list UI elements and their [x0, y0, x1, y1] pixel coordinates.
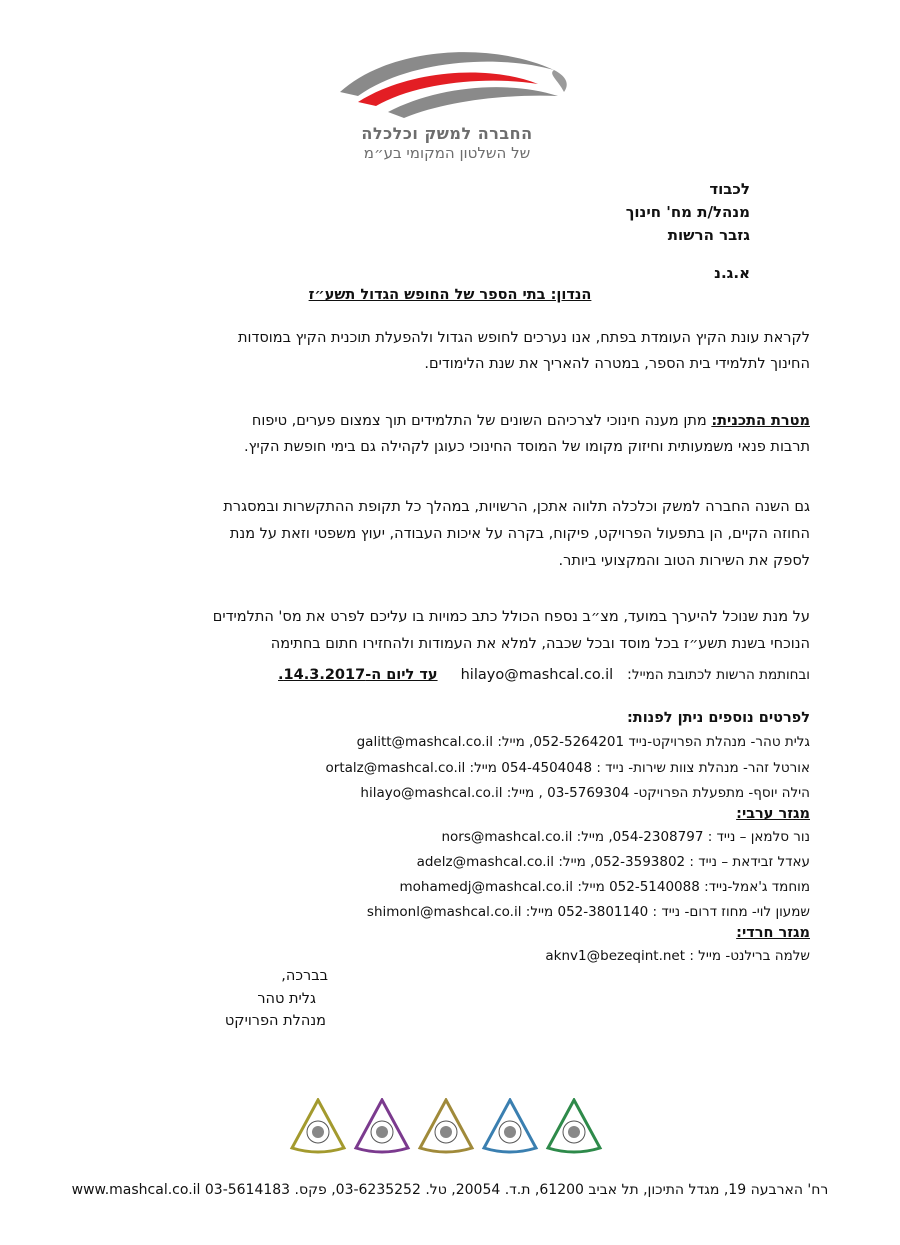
logo-swoosh-icon [318, 40, 576, 125]
company-logo [318, 40, 576, 162]
contact-row [326, 760, 810, 776]
contact-text: הילה יוסף- מתפעלת הפרויקט- 03-5769304 , מייל: [506, 785, 810, 801]
paragraph-line [70, 410, 810, 433]
contact-email-link[interactable]: mohamedj@mashcal.co.il [399, 879, 574, 895]
paragraph-line: ובחותמת הרשות לכתובת המייל: hilayo@mashcal.co.il עד ליום ה-14.3.2017. [278, 667, 810, 683]
paragraph-line: לספק את השירות הטוב והמקצועי ביותר. [558, 553, 810, 569]
greeting: א.ג.נ [714, 264, 750, 282]
signature-title: מנהלת הפרויקט [224, 1013, 326, 1029]
contact-row [357, 734, 810, 750]
address-line-3: גזבר הרשות [667, 226, 750, 244]
paragraph-line: החוזה הקיים, הן בתפעול הפרויקט, פיקוח, בקרה על איכות העבודה, יעוץ משפטי וזאת על מנת [229, 526, 810, 542]
request-text: ובחותמת הרשות לכתובת המייל [631, 667, 810, 683]
standards-badge [356, 1100, 408, 1152]
contact-text: נור סלמאן – נייד : 054-2308797, מייל: [576, 829, 810, 845]
contact-row [441, 829, 810, 845]
deadline-text: עד ליום ה-14.3.2017. [278, 667, 438, 683]
contact-email-link[interactable]: hilayo@mashcal.co.il [360, 785, 503, 801]
contact-text: שמעון לוי- מחוז דרום- נייד : 052-3801140 מייל: [525, 904, 810, 920]
contact-text: אורטל זהר- מנהלת צוות שירות- נייד : 054-4504048 מייל: [469, 760, 810, 776]
standards-badge-icon [288, 1098, 618, 1158]
address-line-2: מנהל/ת מח' חינוך [625, 203, 750, 221]
signature-name: גלית טהר [257, 991, 316, 1007]
address-line-1: לכבוד [709, 180, 750, 198]
contact-row [360, 785, 810, 801]
paragraph-line: תרבות פנאי משמעותית וחיזוק מקומו של המוסד החינוכי כעוגן לקהילה גם בימי חופשת הקיץ. [244, 439, 810, 455]
contact-row [367, 904, 810, 920]
goal-label: מטרת התכנית: [711, 413, 810, 429]
contact-text: גלית טהר- מנהלת הפרויקט-נייד 052-5264201, מייל: [497, 734, 810, 750]
paragraph-line: גם השנה החברה למשק וכלכלה תלווה אתכן, הרשויות, במהלך כל תקופת ההתקשרות ובמסגרת [223, 499, 810, 515]
signature-closing: בברכה, [281, 968, 328, 984]
contact-email-link[interactable]: galitt@mashcal.co.il [356, 734, 494, 750]
contact-text: שלמה ברילנט- מייל : [689, 948, 810, 964]
goal-text: מתן מענה חינוכי לצרכיהם השונים של התלמידים תוך צמצום פערים, טיפוח [251, 413, 712, 429]
contact-row [417, 854, 810, 870]
contact-email-link[interactable]: aknv1@bezeqint.net [545, 948, 686, 964]
paragraph-goal [70, 410, 810, 459]
contact-text: עאדל זבידאת – נייד : 052-3593802, מייל: [558, 854, 810, 870]
logo-line-2: של השלטון המקומי בע״מ [363, 144, 531, 162]
contact-email-link[interactable]: nors@mashcal.co.il [441, 829, 573, 845]
paragraph-line: החינוך לתלמידי בית הספר, במטרה להאריך את שנת הלימודים. [424, 356, 810, 372]
footer-address: רח' הארבעה 19, מגדל התיכון, תל אביב 61200, ת.ד. 20054, טל. 03-6235252, פקס. 03-5614183 www.mashcal.co.il [71, 1182, 829, 1198]
standards-badge [292, 1100, 344, 1152]
contact-email-link[interactable]: adelz@mashcal.co.il [416, 854, 555, 870]
paragraph-support [70, 496, 810, 573]
arab-sector-heading: מגזר ערבי: [736, 806, 810, 822]
paragraph-line: לקראת עונת הקיץ העומדת בפתח, אנו נערכים לחופש הגדול ולהפעלת תוכנית הקיץ במוסדות [238, 330, 810, 346]
standards-badge [420, 1100, 472, 1152]
paragraph-line: על מנת שנוכל להיערך במועד, מצ״ב נספח הכולל כתב כמויות בו עליכם לפרט את מס' התלמידים [212, 609, 810, 625]
standards-badge [484, 1100, 536, 1152]
contact-row [400, 879, 810, 895]
paragraph-request [70, 606, 810, 687]
haredi-sector-heading: מגזר חרדי: [736, 925, 810, 941]
paragraph-intro [70, 327, 810, 376]
certification-badges [288, 1098, 618, 1158]
logo-line-1: החברה למשק וכלכלה [361, 124, 533, 143]
contact-row [545, 948, 810, 964]
contact-text: מוחמד ג'אמל-נייד: 052-5140088 מייל: [577, 879, 810, 895]
contact-email-link[interactable]: ortalz@mashcal.co.il [325, 760, 466, 776]
contacts-heading: לפרטים נוספים ניתן לפנות: [627, 710, 810, 726]
request-email-link[interactable]: hilayo@mashcal.co.il [460, 667, 614, 683]
subject-text: הנדון: בתי הספר של החופש הגדול תשע״ז [308, 287, 592, 303]
subject-line [0, 287, 900, 303]
contact-email-link[interactable]: shimonl@mashcal.co.il [366, 904, 522, 920]
paragraph-line: הנוכחי בשנת תשע״ז בכל מוסד ובכל שכבה, למלא את העמודות ולהחזירו חתום בחתימה [270, 636, 810, 652]
standards-badge [548, 1100, 600, 1152]
